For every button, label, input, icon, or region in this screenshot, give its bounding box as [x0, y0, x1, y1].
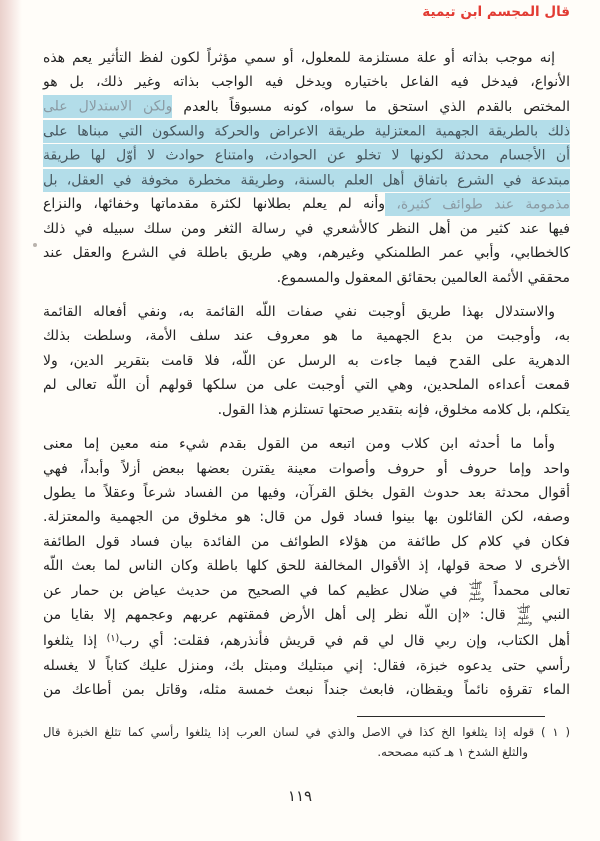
prophet-honorific-symbol: صلى الله عليه وسلم	[517, 601, 533, 627]
text-line	[43, 70, 570, 94]
text-line	[43, 743, 570, 763]
page-header-annotation	[422, 4, 570, 20]
text-line	[43, 324, 570, 348]
text-segment: رأسي حتى يدعوه خبزة، فقال: إني مبتليك ومبتل بك، ومنزل عليك كتاباً لا يغسله	[43, 657, 570, 674]
text-line	[43, 144, 570, 168]
text-segment: المختص بالقدم الذي استحق ما سواه، كونه مسبوقاً بالعدم	[172, 98, 570, 115]
text-segment: الأخرى لا صحة قولها، إذ الأقوال المخالفة للحق كلها باطلة وكان الناس لما بعث اللّه	[43, 558, 570, 575]
text-line	[43, 481, 570, 505]
paragraph	[43, 46, 570, 290]
text-segment: فيها عند كثير من أهل النظر كالأشعري في رسالة الثغر ومن سلك سبيله في ذلك	[43, 220, 570, 237]
text-line	[43, 373, 570, 397]
footnote-divider	[357, 716, 545, 717]
text-segment: الأنواع، فيدخل فيه الفاعل باختياره ويدخل فيه الواجب بذاته وغير ذلك، بل هو	[43, 74, 570, 91]
header-label: قال المجسم ابن تيمية	[422, 4, 570, 20]
text-line	[43, 266, 570, 290]
scan-edge-shadow	[0, 0, 22, 841]
text-line	[43, 654, 570, 678]
text-segment: واحد وإما حروف أو حروف وأصوات معينة يقترن بعضها ببعض أزلاً وأبداً، فهي	[43, 460, 570, 477]
text-segment: الدهرية على القدح فيما جاءت به الرسل عن اللّه، فلا قامت بتقرير الدين، ولا	[43, 352, 570, 369]
text-line	[43, 457, 570, 481]
page-number: ١١٩	[287, 787, 313, 805]
text-segment: في ضلال عظيم كما في الصحيح من حديث عياض بن حمار عن	[43, 582, 468, 599]
footnotes	[43, 723, 570, 762]
highlighted-text: مبتدعة في الشرع باتفاق أهل العلم بالسنة، وطريقة مخطرة مخوفة في العقل، بل	[43, 169, 570, 192]
text-line	[43, 95, 570, 119]
text-line	[43, 217, 570, 241]
text-segment: أقوال محدثة بعد حدوث القول بخلق القرآن، وفيها من الفساد شرعاً وعقلاً ما يطول	[43, 484, 570, 501]
text-line	[43, 723, 570, 743]
text-segment: قال: «إن اللّه نظر إلى أهل الأرض فمقتهم عربهم وعجمهم إلا بقايا من	[43, 606, 516, 623]
text-segment: إنه موجب بذاته أو علة مستلزمة للمعلول، أو سمي مؤثراً لكون لفظ التأثير يعم هذه	[43, 50, 555, 66]
text-line	[43, 627, 570, 653]
text-segment: أهل الكتاب، وإن ربي قال لي قم في قريش فأنذرهم، فقلت: أي رب	[119, 633, 570, 650]
text-line	[43, 300, 570, 324]
text-line	[43, 603, 570, 627]
text-segment: يتكلم، بل كلامه مخلوق، فإنه بتقدير صحتها تستلزم هذا القول.	[217, 401, 570, 418]
highlighted-text: ذلك بالطريقة الجهمية المعتزلية طريقة الاعراض والحركة والسكون التي مبناها على	[43, 120, 570, 143]
highlighted-text: ولكن الاستدلال على	[43, 95, 172, 118]
text-line	[43, 349, 570, 373]
text-segment: تعالى محمداً	[484, 582, 571, 599]
text-segment: وأما ما أحدثه ابن كلاب ومن اتبعه من القول بقدم شيء منه معين إما معنى	[43, 436, 555, 453]
text-line	[43, 46, 570, 70]
highlighted-text: مذمومة عند طوائف كثيرة،	[385, 193, 570, 216]
text-line	[43, 678, 570, 702]
text-segment: وصفه، لكن القائلون بها بينوا فساد قول من قال: هو مخلوق من الجهمية والمعتزلة.	[43, 509, 570, 526]
paragraph	[43, 300, 570, 422]
text-segment: قمعت أعداءه الملحدين، وهي التي أوجبت على من سلكها قولهم أن اللّه تعالى لم	[43, 377, 570, 394]
text-segment: الماء تقرؤه نائماً ويقظان، فابعث جنداً نبعث خمسة مثله، وقاتل بمن أطاعك من	[43, 682, 570, 699]
text-line	[43, 579, 570, 603]
text-segment: والثلغ الشدخ ١ هـ كتبه مصححه.	[377, 744, 528, 759]
text-line	[43, 505, 570, 529]
text-line	[43, 530, 570, 554]
text-segment: وأنه لم يعلم بطلانها لكثرة مقدماتها وخفائها، والنزاع	[43, 196, 386, 213]
text-segment: فكان في كلام كل طائفة من هؤلاء الطوائف من الفائدة بيان فساد قول الطائفة	[43, 533, 570, 550]
text-segment: النبي	[532, 606, 570, 623]
prophet-honorific-symbol: صلى الله عليه وسلم	[469, 577, 485, 603]
footnote-marker: (١)	[106, 633, 120, 645]
highlighted-text: أن الأجسام محدثة لكونها لا تخلو عن الحوادث، وامتناع حوادث لا أوّل لها طريقة	[43, 144, 570, 167]
text-segment: كالخطابي، وأبي عمر الطلمنكي وغيرهم، وهي طريق باطلة في الشرع والعقل عند	[43, 245, 570, 262]
text-line	[43, 192, 570, 216]
text-segment: محققي الأئمة العالمين بحقائق المعقول والمسموع.	[276, 269, 570, 286]
body-text	[43, 46, 570, 713]
text-line	[43, 398, 570, 422]
text-segment: ( ١ ) قوله إذا يثلغوا الخ كذا في الاصل والذي في لسان العرب إذا يثلغوا رأسي كما تثلغ الخبزة قال	[43, 725, 571, 739]
text-line	[43, 168, 570, 192]
text-segment: والاستدلال بهذا طريق أوجبت نفي صفات اللّه القائمة به، ونفي أفعاله القائمة	[43, 304, 555, 321]
text-line	[43, 241, 570, 265]
text-segment: إذا يثلغوا	[43, 633, 107, 650]
text-line	[43, 432, 570, 456]
paragraph	[43, 432, 570, 702]
text-segment: به، وأوجبت من بدع الجهمية ما هو معروف عند سلف الأمة، وسلطت بذلك	[43, 328, 570, 345]
text-line	[43, 119, 570, 143]
scan-artifact-dot	[33, 243, 37, 247]
text-line	[43, 554, 570, 578]
